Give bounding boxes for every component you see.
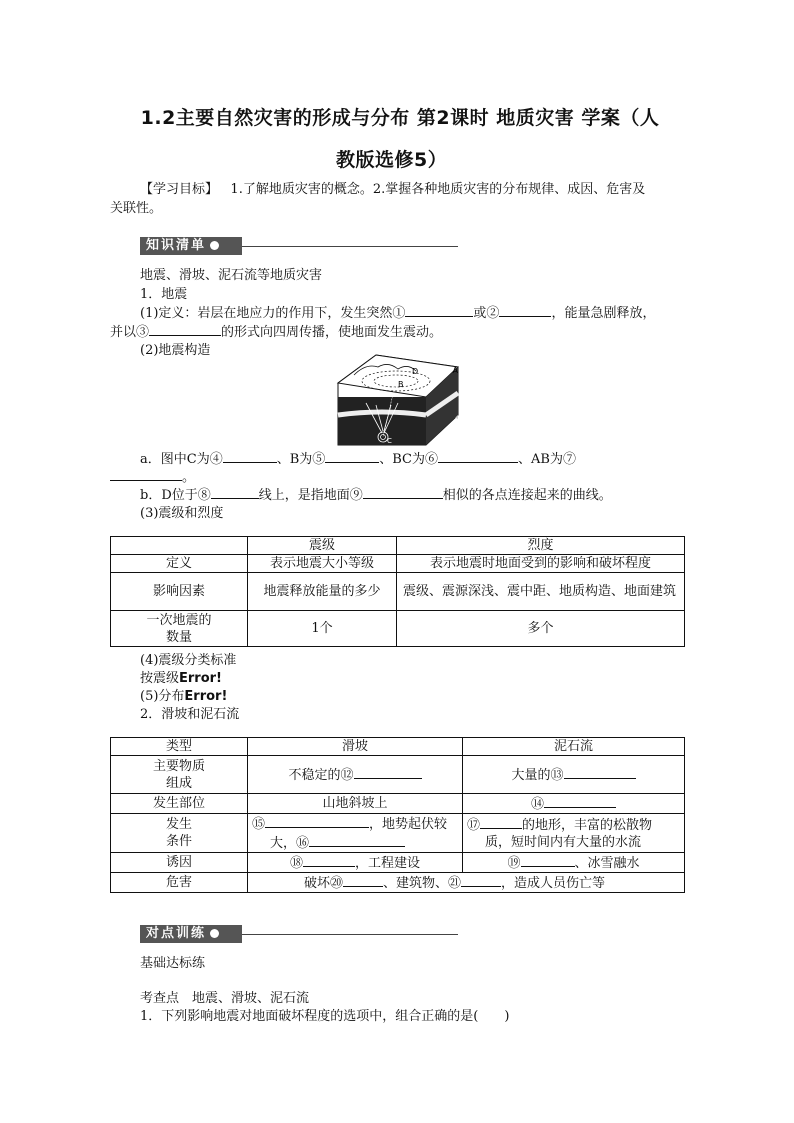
cell-text: ⑰ <box>467 818 481 833</box>
def-text: 并以③ <box>110 325 150 340</box>
by-mag-text: 按震级 <box>140 671 180 686</box>
table-cell: 1个 <box>248 611 397 647</box>
scale-heading: (3)震级和烈度 <box>140 506 224 521</box>
goal-text-cont: 关联性。 <box>110 201 163 216</box>
section-badge-practice <box>140 925 242 943</box>
table-row <box>111 537 685 555</box>
table-cell: 表示地震时地面受到的影响和破坏程度 <box>397 555 685 573</box>
table-cell <box>248 873 685 893</box>
question-a-cont <box>110 467 655 487</box>
cell-text: ，工程建设 <box>355 856 421 871</box>
table-cell: 诱因 <box>111 853 248 873</box>
cell-text: 质，短时间内有大量的水流 <box>485 835 642 850</box>
cell-text: 的地形，丰富的松散物 <box>522 818 653 833</box>
table-cell: 表示地震大小等级 <box>248 555 397 573</box>
blank-15 <box>265 814 369 828</box>
table-cell <box>248 853 463 873</box>
blank-4 <box>223 449 277 463</box>
blank-21 <box>461 873 501 887</box>
table-row <box>111 814 685 853</box>
blank-18 <box>303 853 355 867</box>
table-cell: 滑坡 <box>248 738 463 756</box>
label-a: A <box>452 366 458 375</box>
dot-icon <box>210 241 219 250</box>
qb-text: 相似的各点连接起来的曲线。 <box>442 488 612 503</box>
question-1: 1．下列影响地震对地面破坏程度的选项中，组合正确的是( ) <box>140 1009 510 1024</box>
blank-20 <box>343 873 383 887</box>
key-point: 考查点 地震、滑坡、泥石流 <box>140 991 310 1006</box>
def-text: (1)定义：岩层在地应力的作用下，发生突然① <box>140 306 406 321</box>
table-cell: 泥石流 <box>463 738 685 756</box>
cell-text: ，地势起伏较 <box>369 817 448 832</box>
table-row <box>111 794 685 814</box>
table-cell <box>463 853 685 873</box>
class-standard: (4)震级分类标准 <box>140 653 237 668</box>
table-row <box>111 873 685 893</box>
label-b: B <box>398 380 404 389</box>
cell-text: 、建筑物、㉑ <box>383 876 462 891</box>
qa-text: a．图中C为④ <box>140 452 223 467</box>
earthquake-diagram <box>336 353 460 447</box>
def-text: ，能量急剧释放， <box>551 306 656 321</box>
qb-text: b．D位于⑧ <box>140 488 211 503</box>
table-cell: 主要物质组成 <box>111 756 248 794</box>
page-title-cont: 教版选修5） <box>336 149 448 171</box>
earthquake-heading: 1．地震 <box>140 287 188 302</box>
table-cell: 定义 <box>111 555 248 573</box>
qa-text: 。 <box>182 470 196 485</box>
table-cell: 山地斜坡上 <box>248 794 463 814</box>
cell-text: 破坏⑳ <box>304 876 344 891</box>
blank-13 <box>564 765 636 779</box>
table-cell <box>463 756 685 794</box>
cell-text: 大量的⑬ <box>511 768 564 783</box>
table-cell <box>463 794 685 814</box>
table-cell: 发生部位 <box>111 794 248 814</box>
blank-1 <box>405 303 473 317</box>
basic-practice: 基础达标练 <box>140 956 206 971</box>
error-text: Error! <box>184 689 228 704</box>
cell-text: 、冰雪融水 <box>574 856 640 871</box>
cell-text: ⑮ <box>252 817 266 832</box>
cell-text: ⑱ <box>289 856 303 871</box>
table-cell: 类型 <box>111 738 248 756</box>
dot-icon <box>210 929 219 938</box>
intro-text: 地震、滑坡、泥石流等地质灾害 <box>140 268 323 283</box>
table-cell: 影响因素 <box>111 573 248 611</box>
table-cell: 地震释放能量的多少 <box>248 573 397 611</box>
table-cell <box>463 814 685 853</box>
blank-5 <box>325 449 379 463</box>
table-cell: 危害 <box>111 873 248 893</box>
label-d: D <box>412 367 419 376</box>
blank-17 <box>480 815 522 829</box>
blank-7 <box>110 467 182 481</box>
qa-text: 、B为⑤ <box>276 452 326 467</box>
section-badge-knowledge <box>140 237 242 255</box>
blank-19 <box>521 853 575 867</box>
page-title: 1.2主要自然灾害的形成与分布 第2课时 地质灾害 学案（人 <box>140 107 660 129</box>
table-cell <box>248 814 463 853</box>
landslide-debris-table <box>110 737 685 893</box>
definition-line-2 <box>110 322 655 342</box>
table-cell: 一次地震的数量 <box>111 611 248 647</box>
table-row <box>111 611 685 647</box>
qb-text: 线上，是指地面⑨ <box>258 488 363 503</box>
goal-label: 【学习目标】 <box>140 182 219 197</box>
table-cell: 震级 <box>248 537 397 555</box>
blank-6 <box>438 449 518 463</box>
qa-text: 、AB为⑦ <box>518 452 576 467</box>
blank-3 <box>149 322 221 336</box>
label-c: C <box>387 437 392 445</box>
learning-goals <box>140 180 685 199</box>
table-row <box>111 555 685 573</box>
blank-12 <box>354 765 422 779</box>
question-a <box>140 449 685 469</box>
cell-text: ⑲ <box>507 856 521 871</box>
table-row <box>111 853 685 873</box>
table-cell <box>111 537 248 555</box>
dist-text: (5)分布 <box>140 689 185 704</box>
cell-text: ，造成人员伤亡等 <box>501 876 606 891</box>
table-row <box>111 573 685 611</box>
section-rule <box>242 246 458 247</box>
blank-8 <box>211 485 259 499</box>
table-cell: 震级、震源深浅、震中距、地质构造、地面建筑 <box>397 573 685 611</box>
def-text: 的形式向四周传播，使地面发生震动。 <box>221 325 443 340</box>
definition-line <box>140 303 685 323</box>
blank-14 <box>544 794 616 808</box>
section-rule <box>242 934 458 935</box>
structure-heading: (2)地震构造 <box>140 343 211 358</box>
landslide-heading: 2．滑坡和泥石流 <box>140 707 240 722</box>
badge-label: 对点训练 <box>146 926 207 941</box>
badge-label: 知识清单 <box>146 238 207 253</box>
distribution <box>140 687 685 706</box>
table-cell: 多个 <box>397 611 685 647</box>
def-text: 或② <box>473 306 500 321</box>
blank-9 <box>363 485 443 499</box>
table-cell: 发生条件 <box>111 814 248 853</box>
table-row <box>111 756 685 794</box>
table-cell: 烈度 <box>397 537 685 555</box>
cell-text: 不稳定的⑫ <box>288 768 354 783</box>
cell-text: 大，⑯ <box>270 836 310 851</box>
table-cell <box>248 756 463 794</box>
by-magnitude <box>140 669 685 688</box>
question-b <box>140 485 685 505</box>
cell-text: ⑭ <box>530 797 544 812</box>
blank-16 <box>309 833 405 847</box>
goal-text: 1.了解地质灾害的概念。2.掌握各种地质灾害的分布规律、成因、危害及 <box>230 182 646 197</box>
magnitude-intensity-table <box>110 536 685 647</box>
table-row <box>111 738 685 756</box>
error-text: Error! <box>179 671 222 686</box>
blank-2 <box>499 303 551 317</box>
qa-text: 、BC为⑥ <box>379 452 439 467</box>
